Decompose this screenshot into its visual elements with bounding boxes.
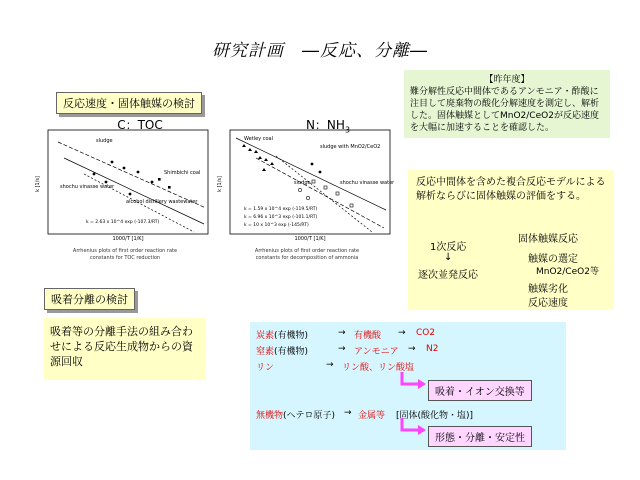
chart-right-point: [312, 180, 315, 183]
chart-left-caption-line2: constants for TOC reduction: [89, 255, 161, 261]
chart-left-ylabel: k [1/s]: [35, 176, 41, 192]
flow-phosphate: リン酸、リン酸塩: [342, 363, 415, 373]
chart-right-point: [306, 196, 309, 199]
chart-right-annot-mno2: sludge with MnO2/CeO2: [320, 144, 381, 150]
chart-right-caption-line2: constants for decomposition of ammonia: [255, 255, 359, 261]
flow-carbon-paren: (有機物): [274, 331, 309, 341]
flow-phosphorus: リン: [256, 363, 275, 373]
chart-right-point: [262, 168, 266, 171]
prev-year-heading: 【昨年度】: [484, 75, 530, 85]
chart-right-legend-2: k = 6.96 x 10^3 exp (-101.1/RT): [244, 215, 318, 220]
chart-right-point: [319, 171, 322, 174]
form-separation-stability: 形態・分離・安定性: [428, 426, 532, 447]
chart-right-annot-sludge: sludge: [294, 180, 311, 186]
chart-left-caption-line1: Arrhenius plots of first order reaction rate: [72, 248, 178, 254]
chart-left-point: [123, 167, 126, 170]
flow-metal: 金属等: [358, 411, 386, 421]
chart-left-point: [111, 161, 114, 164]
chart-right-point: [264, 158, 268, 161]
flow-inorganic-paren: (ヘテロ原子): [283, 411, 336, 421]
chart-right-point: [298, 188, 301, 191]
reaction-rate-label: 反応速度・固体触媒の検討: [56, 92, 202, 114]
chart-left-point: [151, 181, 154, 184]
flow-nitrogen: 窒素: [256, 347, 275, 357]
chart-right-point: [258, 156, 262, 159]
chart-left-annot-coal: Shimbichi coal: [164, 170, 201, 176]
flow-nitrogen-paren: (有機物): [274, 347, 309, 357]
chart-left-annot-shochu: shochu vinasse water: [60, 184, 115, 190]
model-text: 反応中間体を含めた複合反応モデルによる解析ならびに固体触媒の評価をする。: [416, 177, 606, 202]
chart-left-point: [137, 171, 140, 174]
flow-inorganic: 無機物: [256, 411, 284, 421]
chart-right-point: [242, 144, 246, 147]
chart-right-legend-1: k = 1.59 x 10^4 exp (-119.5/RT): [244, 207, 318, 212]
chart-right-caption: [222, 248, 392, 262]
down-arrow-icon: ↓: [444, 252, 453, 263]
chart-left: [34, 128, 214, 246]
chart-left-fit-shochu: [64, 158, 204, 224]
chart-right-point: [270, 162, 274, 165]
recovery-text: 吸着等の分離手法の組み合わせによる反応生成物からの資源回収: [50, 325, 193, 368]
page-title: 研究計画 ―反応、分離―: [212, 41, 428, 61]
flow-n2: N2: [426, 344, 439, 354]
flow-row-nitrogen: [256, 344, 308, 357]
catalyst-example: MnO2/CeO2等: [536, 267, 599, 277]
chart-right-caption-line1: Arrhenius plots of first order reaction rate: [254, 248, 360, 254]
chart-left-point: [105, 181, 108, 184]
catalyst-deterioration: 触媒劣化: [528, 284, 568, 295]
chart-right-xlabel: 1000/T [1/K]: [294, 236, 326, 242]
chart-right-point: [324, 186, 327, 189]
recovery-box: [44, 318, 206, 380]
chart-right-points: [242, 144, 321, 173]
flow-row-carbon: [256, 328, 308, 341]
chart-right-annot-shochu: shochu vinasse water: [340, 180, 395, 186]
chart-right-legend-3: k = 10 x 10^3 exp (-145/RT): [244, 223, 309, 228]
prev-year-text: 難分解性反応中間体であるアンモニア・酢酸に注目して廃棄物の酸化分解速度を測定し、解析した。固体触媒としてMnO2/CeO2が反応速度を大幅に加速することを確認した。: [410, 87, 600, 133]
flow-solid-form: [固体(酸化物・塩)]: [396, 411, 474, 421]
chart-left-annot-alcohol: alcohol distillery wastewater: [126, 199, 198, 205]
chart-right-fit-3: [276, 156, 372, 232]
flow-arrow-4: →: [408, 344, 416, 354]
prev-year-box: [404, 70, 610, 138]
chart-left-frame: [48, 130, 208, 234]
chart-right-annot-coal: Wetley coal: [244, 136, 273, 142]
flow-arrow-1: →: [338, 328, 346, 338]
chart-right: [216, 128, 396, 246]
reaction-rate: 反応速度: [528, 298, 568, 309]
flow-row-inorganic: [256, 408, 335, 421]
flow-arrow-6: →: [344, 408, 352, 418]
chart-right-point: [248, 148, 252, 151]
chart-left-point: [129, 193, 132, 196]
chart-right-title: N：$NH_3$: [305, 118, 351, 135]
chart-left-xlabel: 1000/T [1/K]: [112, 236, 144, 242]
parallel-reaction-label: 逐次並発反応: [418, 270, 478, 281]
chart-left-point: [158, 178, 161, 181]
chart-left-title: C：TOC: [117, 118, 163, 132]
flow-arrow-5: →: [326, 360, 334, 370]
flow-box: [250, 322, 566, 450]
first-order-label: 1次反応: [430, 242, 467, 253]
chart-right-point: [350, 204, 353, 207]
chart-left-annot-sludge: sludge: [96, 138, 113, 144]
chart-right-ylabel: k [1/s]: [217, 176, 223, 192]
flow-carbon: 炭素: [256, 331, 275, 341]
flow-arrow-3: →: [338, 344, 346, 354]
model-box: [408, 170, 614, 310]
flow-arrow-2: →: [398, 328, 406, 338]
catalyst-title: 固体触媒反応: [518, 234, 578, 245]
chart-left-legend: k = 2.63 x 10^4 exp (-107.3/RT): [86, 220, 160, 225]
flow-organic-acid: 有機酸: [354, 331, 382, 341]
flow-bent-arrow-1: [398, 372, 428, 394]
adsorption-ion-exchange: 吸着・イオン交換等: [428, 380, 532, 401]
adsorption-label: 吸着分離の検討: [44, 288, 135, 310]
chart-left-point: [168, 186, 171, 189]
flow-ammonia: アンモニア: [354, 347, 399, 357]
catalyst-select: 触媒の選定: [528, 254, 578, 265]
chart-right-point: [254, 150, 258, 153]
flow-co2: CO2: [416, 328, 436, 338]
chart-left-caption: [40, 248, 210, 262]
chart-left-point: [93, 173, 96, 176]
chart-right-point: [311, 163, 314, 166]
chart-right-point: [336, 192, 339, 195]
flow-bent-arrow-2: [398, 418, 428, 440]
